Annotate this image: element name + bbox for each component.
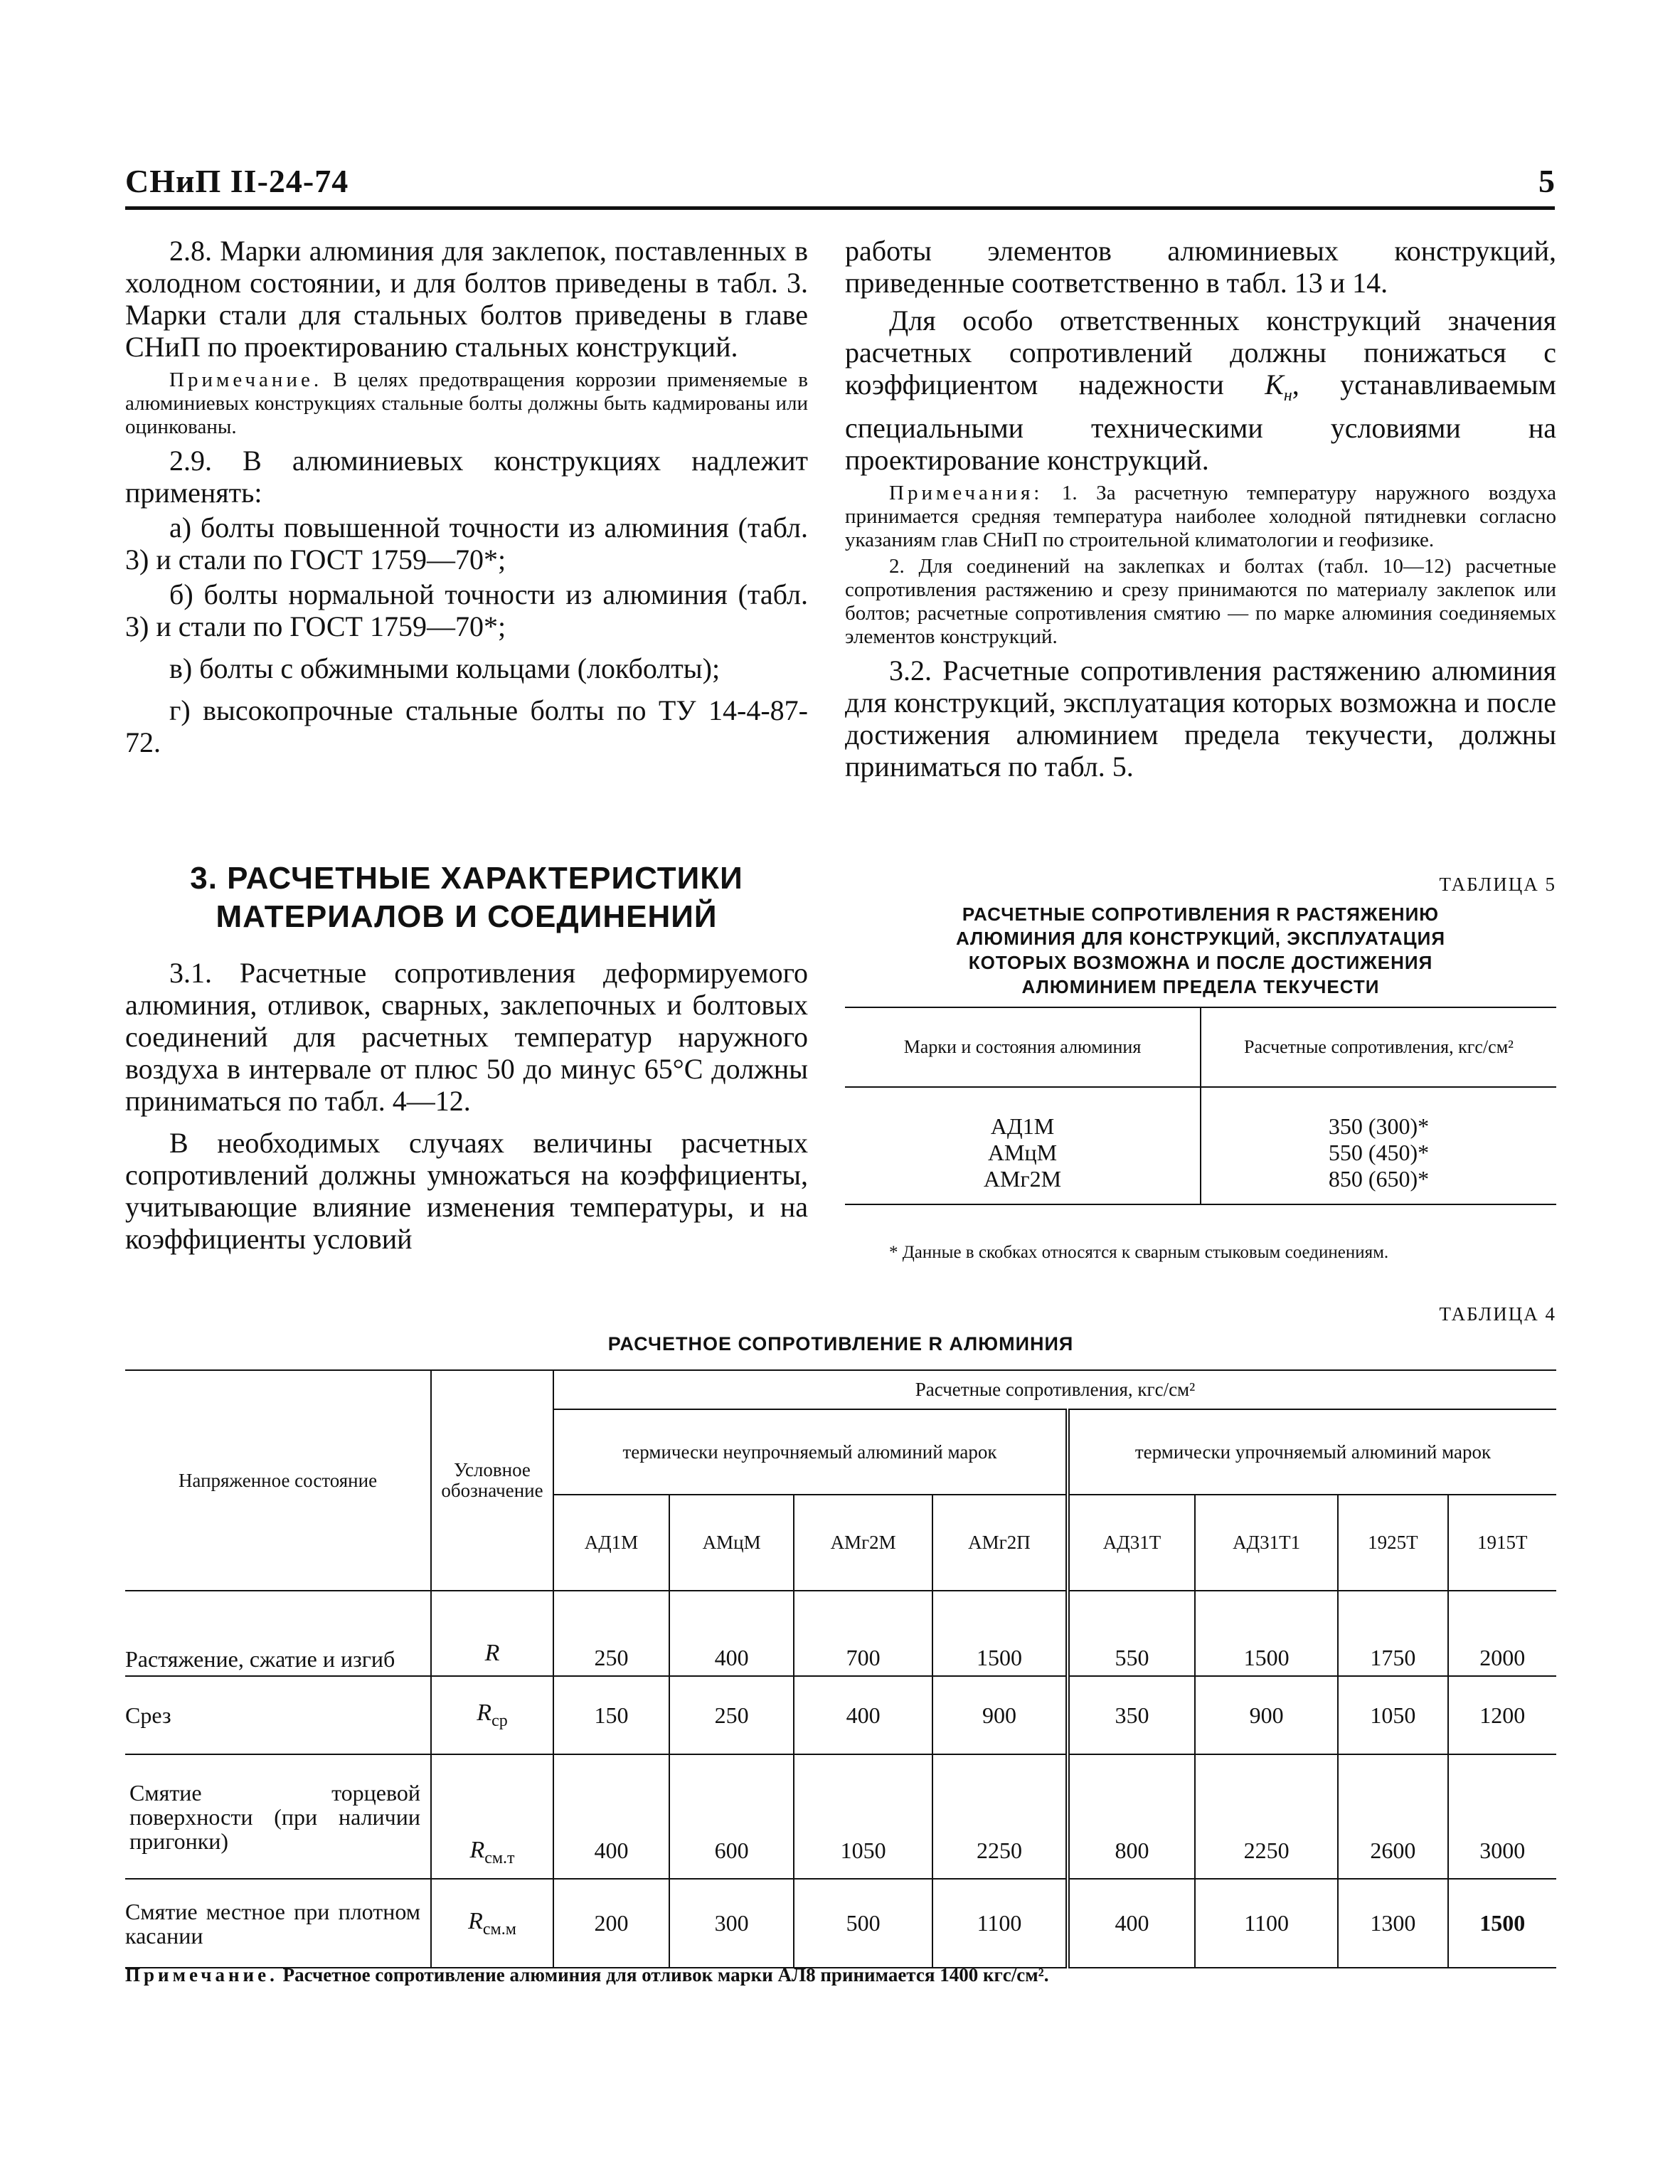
table-row: Смятие торцевой поверхности (при наличии пригонки) $R_{см.т}$ 400 600 1050 2250 800 2250 2600 3000 — [125, 1754, 1556, 1879]
paragraph-3-1-b: В необходимых случаях величины расчетных сопротивлений должны умножаться на коэффициенты, учитывающие влияние изменения температуры, и на коэффициенты условий — [125, 1127, 808, 1255]
table4-group-1: термически неупрочняемый алюминий марок — [553, 1409, 1068, 1495]
table-row — [845, 1087, 1556, 1204]
table4-grade: АМцМ — [669, 1495, 794, 1591]
paragraph-2-9: 2.9. В алюминиевых конструкциях надлежит применять: — [125, 445, 808, 509]
table4-note: Примечание. Расчетное сопротивление алюминия для отливок марки АЛ8 принимается 1400 кгс/см². — [125, 1964, 1049, 1986]
table5-values: 350 (300)* 550 (450)* 850 (650)* — [1201, 1087, 1556, 1204]
table5-title: РАСЧЕТНЫЕ СОПРОТИВЛЕНИЯ R РАСТЯЖЕНИЮ АЛЮМИНИЯ ДЛЯ КОНСТРУКЦИЙ, ЭКСПЛУАТАЦИЯ КОТОРЫХ ВОЗМОЖНА И ПОСЛЕ ДОСТИЖЕНИЯ АЛЮМИНИЕМ ПРЕДЕЛА ТЕКУЧЕСТИ — [955, 903, 1446, 997]
paragraph-3-2: 3.2. Расчетные сопротивления растяжению алюминия для конструкций, эксплуатация которых возможна и после достижения алюминием предела текучести, должны приниматься по табл. 5. — [845, 654, 1556, 783]
notes-1: Примечания: 1. За расчетную температуру наружного воздуха принимается средняя температура наиболее холодной пятидневки согласно указаниям глав СНиП по строительной климатологии и геофизике. — [845, 482, 1556, 551]
clause-number: 2.9. — [169, 445, 212, 477]
table4-grade: АД31Т — [1068, 1495, 1195, 1591]
table4-caption: ТАБЛИЦА 4 — [1439, 1303, 1556, 1325]
right-column — [845, 235, 1556, 783]
table4-grade: АМг2М — [794, 1495, 932, 1591]
list-item: в) болты с обжимными кольцами (локболты); — [169, 652, 721, 684]
clause-number: 3.2. — [889, 654, 932, 687]
doc-code: СНиП II-24-74 — [125, 163, 349, 199]
list-item: а) болты повышенной точности из алюминия (табл. 3) и стали по ГОСТ 1759—70*; — [125, 511, 808, 576]
note-corrosion: Примечание. В целях предотвращения коррозии применяемые в алюминиевых конструкциях стальные болты должны быть кадмированы или оцинкованы. — [125, 369, 808, 438]
left-column-bottom — [125, 957, 808, 1255]
table4-grade: 1915Т — [1448, 1495, 1557, 1591]
table4 — [125, 1369, 1556, 1968]
table4-head-resist: Расчетные сопротивления, кгс/см² — [553, 1370, 1556, 1409]
paragraph-3-1: 3.1. Расчетные сопротивления деформируемого алюминия, отливок, сварных, заклепочных и болтовых соединений для расчетных температур наружного воздуха в интервале от плюс 50 до минус 65°С должны приниматься по табл. 4—12. — [125, 957, 808, 1117]
list-item: б) болты нормальной точности из алюминия (табл. 3) и стали по ГОСТ 1759—70*; — [125, 578, 808, 642]
symbol-cell: $R_{ср}$ — [431, 1676, 553, 1754]
table-row: Срез $R_{ср}$ 150 250 400 900 350 900 1050 1200 — [125, 1676, 1556, 1754]
clause-number: 2.8. — [169, 235, 212, 267]
table4-group-2: термически упрочняемый алюминий марок — [1068, 1409, 1556, 1495]
page-number: 5 — [1538, 163, 1555, 199]
symbol-cell: R — [431, 1591, 553, 1676]
notes-2: 2. Для соединений на заклепках и болтах (табл. 10—12) расчетные сопротивления растяжению и срезу принимаются по материалу заклепок или болтов; расчетные сопротивления смятию — по марке алюминия соединяемых элементов конструкций. — [845, 555, 1556, 648]
table-row: Смятие местное при плотном касании $R_{см.м}$ 200 300 500 1100 400 1100 1300 1500 — [125, 1879, 1556, 1968]
symbol-cell: $R_{см.м}$ — [431, 1879, 553, 1968]
continued-text: работы элементов алюминиевых конструкций, приведенные соответственно в табл. 13 и 14. — [845, 235, 1556, 299]
table4-grade: 1925Т — [1338, 1495, 1447, 1591]
table4-grade: АМг2П — [932, 1495, 1068, 1591]
list-item: г) высокопрочные стальные болты по ТУ 14-4-87-72. — [125, 694, 808, 758]
section-heading: 3. РАСЧЕТНЫЕ ХАРАКТЕРИСТИКИ МАТЕРИАЛОВ И СОЕДИНЕНИЙ — [190, 861, 743, 934]
left-column — [125, 235, 808, 758]
paragraph-2-8: 2.8. Марки алюминия для заклепок, поставленных в холодном состоянии, и для болтов приведены в табл. 3. Марки стали для стальных болтов приведены в главе СНиП по проектированию стальных конструкций. — [125, 235, 808, 363]
paragraph-special: Для особо ответственных конструкций значения расчетных сопротивлений должны понижаться с коэффициентом надежности $K_н$, устанавливаемым специальными техническими условиями на проектирование конструкций. — [845, 304, 1556, 476]
table4-head-state: Напряженное состояние — [125, 1370, 431, 1591]
table5-col-value: Расчетные сопротивления, кгс/см² — [1201, 1007, 1556, 1087]
table5-grades: АД1М АМцМ АМг2М — [845, 1087, 1201, 1204]
table4-head-symbol: Условное обозначение — [431, 1370, 553, 1591]
table-row: Растяжение, сжатие и изгиб R 250 400 700 1500 550 1500 1750 2000 — [125, 1591, 1556, 1676]
kn-symbol: $K_н$ — [1265, 369, 1292, 405]
table5-col-grade: Марки и состояния алюминия — [845, 1007, 1201, 1087]
table5 — [845, 1007, 1556, 1205]
table4-grade: АД1М — [553, 1495, 669, 1591]
symbol-cell: $R_{см.т}$ — [431, 1754, 553, 1879]
table5-footnote: * Данные в скобках относятся к сварным стыковым соединениям. — [889, 1243, 1389, 1262]
table4-title: РАСЧЕТНОЕ СОПРОТИВЛЕНИЕ R АЛЮМИНИЯ — [607, 1333, 1074, 1355]
header-rule — [125, 206, 1555, 210]
table5-caption: ТАБЛИЦА 5 — [1439, 874, 1556, 895]
table4-grade: АД31Т1 — [1195, 1495, 1338, 1591]
clause-number: 3.1. — [169, 957, 212, 989]
